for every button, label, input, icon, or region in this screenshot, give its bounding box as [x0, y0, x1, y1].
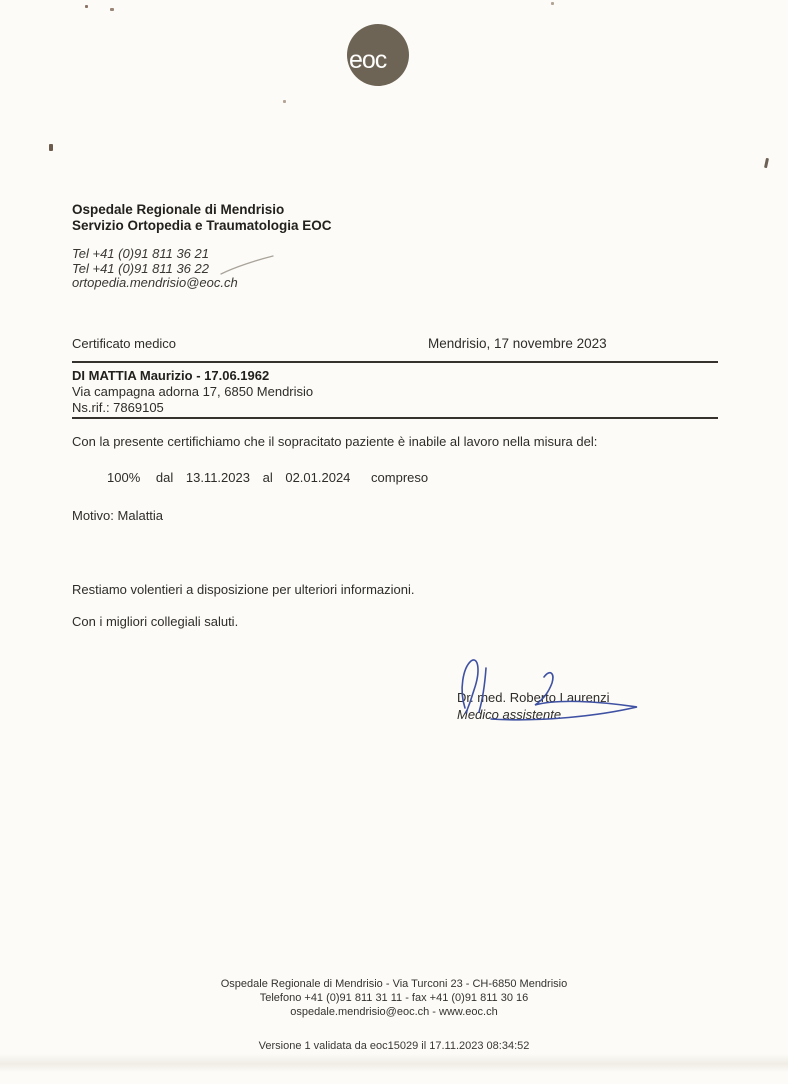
reason-line: Motivo: Malattia — [72, 508, 164, 523]
to-label: al — [262, 470, 273, 485]
sender-org-name: Ospedale Regionale di Mendrisio — [72, 202, 285, 217]
place-and-date: Mendrisio, 17 novembre 2023 — [428, 336, 607, 351]
patient-address: Via campagna adorna 17, 6850 Mendrisio — [72, 384, 314, 399]
signer-name: Dr. med. Roberto Laurenzi — [457, 690, 610, 705]
scan-speckle — [764, 158, 769, 168]
patient-name-dob: DI MATTIA Maurizio - 17.06.1962 — [72, 368, 270, 383]
scan-speckle — [85, 5, 88, 8]
footer-address-line: Ospedale Regionale di Mendrisio - Via Turconi 23 - CH-6850 Mendrisio — [220, 978, 568, 990]
footer-email-web-line: ospedale.mendrisio@eoc.ch - www.eoc.ch — [290, 1006, 498, 1018]
sender-email: ortopedia.mendrisio@eoc.ch — [72, 275, 238, 290]
closing-availability-line: Restiamo volentieri a disposizione per ulteriori informazioni. — [72, 582, 415, 597]
sender-block — [72, 202, 332, 234]
eoc-logo-text: eoc — [349, 45, 387, 74]
from-date: 13.11.2023 — [185, 470, 250, 485]
incapacity-percentage: 100% — [107, 470, 141, 485]
closing-greeting-line: Con i migliori collegiali saluti. — [72, 614, 239, 629]
pencil-stroke-mark — [215, 252, 277, 278]
sender-contact-block — [72, 247, 238, 291]
scan-speckle — [110, 8, 114, 11]
patient-reference-number: Ns.rif.: 7869105 — [72, 400, 164, 415]
footer-block — [0, 977, 788, 1019]
sender-phone-2: Tel +41 (0)91 811 36 22 — [72, 260, 209, 276]
scan-speckle — [49, 144, 53, 151]
incapacity-period-line — [107, 470, 437, 485]
sender-department: Servizio Ortopedia e Traumatologia EOC — [72, 218, 332, 233]
scan-speckle — [283, 100, 286, 103]
certification-statement: Con la presente certifichiamo che il sopracitato paziente è inabile al lavoro nella misura del: — [72, 434, 598, 449]
footer-phone-fax-line: Telefono +41 (0)91 811 31 11 - fax +41 (0)91 811 30 16 — [259, 992, 529, 1004]
inclusive-label: compreso — [371, 470, 429, 485]
document-title: Certificato medico — [72, 336, 177, 351]
horizontal-rule-top — [72, 361, 718, 363]
horizontal-rule-bottom — [72, 417, 718, 419]
version-validation-line: Versione 1 validata da eoc15029 il 17.11.2023 08:34:52 — [258, 1040, 530, 1052]
sender-phone-1: Tel +41 (0)91 811 36 21 — [72, 246, 209, 261]
scan-shadow-band — [0, 1054, 788, 1072]
to-date: 02.01.2024 — [285, 470, 351, 485]
signer-role: Medico assistente — [457, 707, 562, 722]
eoc-logo — [347, 24, 409, 86]
scan-speckle — [551, 2, 554, 5]
from-label: dal — [155, 470, 174, 485]
